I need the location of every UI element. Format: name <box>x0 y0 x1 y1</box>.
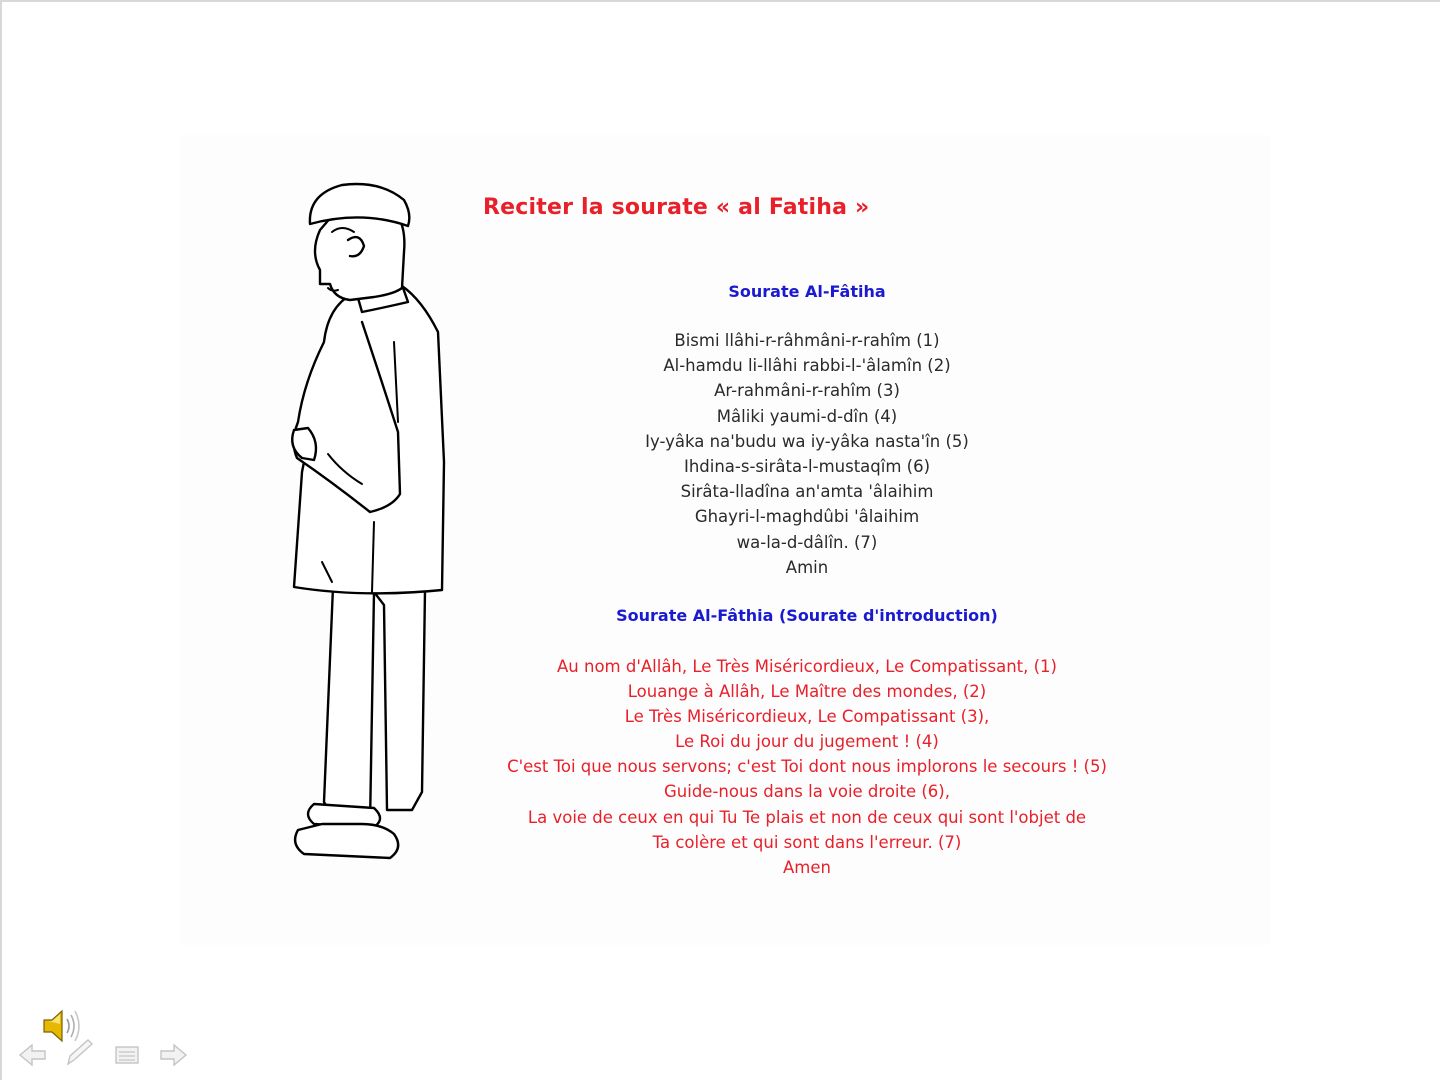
slide-title: Reciter la sourate « al Fatiha » <box>483 195 870 220</box>
transliteration-line: Ihdina-s-sirâta-l-mustaqîm (6) <box>683 457 931 477</box>
translation-line: Le Très Miséricordieux, Le Compatissant (3), <box>624 707 990 727</box>
pen-button[interactable] <box>62 1036 96 1068</box>
menu-icon <box>114 1044 140 1066</box>
translation-line: La voie de ceux en qui Tu Te plais et non de ceux qui sont l'objet de <box>527 807 1087 827</box>
transliteration-line: Al-hamdu li-llâhi rabbi-l-'âlamîn (2) <box>663 356 951 376</box>
translation-line: Ta colère et qui sont dans l'erreur. (7) <box>652 832 962 852</box>
translation-line: Le Roi du jour du jugement ! (4) <box>675 732 939 752</box>
arabic-section-heading: Sourate Al-Fâtiha <box>728 282 886 301</box>
next-slide-button[interactable] <box>158 1042 188 1068</box>
transliteration-line: wa-la-d-dâlîn. (7) <box>736 532 878 552</box>
arrow-right-icon <box>158 1042 188 1068</box>
arrow-left-icon <box>18 1042 48 1068</box>
transliteration-block <box>482 328 1132 580</box>
transliteration-line: Amin <box>785 557 829 577</box>
transliteration-line: Ghayri-l-maghdûbi 'âlaihim <box>694 507 920 527</box>
french-section-heading: Sourate Al-Fâthia (Sourate d'introduction) <box>616 606 998 625</box>
previous-slide-button[interactable] <box>18 1042 48 1068</box>
translation-block <box>482 654 1132 880</box>
slideshow-controls <box>18 1002 208 1072</box>
translation-line: Louange à Allâh, Le Maître des mondes, (2) <box>627 682 987 702</box>
translation-line: Guide-nous dans la voie droite (6), <box>664 782 950 802</box>
translation-line: Au nom d'Allâh, Le Très Miséricordieux, Le Compatissant, (1) <box>557 657 1057 676</box>
transliteration-line: Bismi llâhi-r-râhmâni-r-rahîm (1) <box>674 331 940 350</box>
transliteration-line: Ar-rahmâni-r-rahîm (3) <box>714 381 900 401</box>
transliteration-line: Sirâta-lladîna an'amta 'âlaihim <box>680 482 934 502</box>
slide-menu-button[interactable] <box>114 1044 140 1066</box>
transliteration-line: Iy-yâka na'budu wa iy-yâka nasta'în (5) <box>645 431 969 451</box>
translation-line: C'est Toi que nous servons; c'est Toi dont nous implorons le secours ! (5) <box>507 757 1107 777</box>
praying-boy-illustration <box>282 177 462 867</box>
pen-icon <box>62 1036 96 1068</box>
transliteration-line: Mâliki yaumi-d-dîn (4) <box>716 406 898 426</box>
translation-line: Amen <box>783 857 831 877</box>
